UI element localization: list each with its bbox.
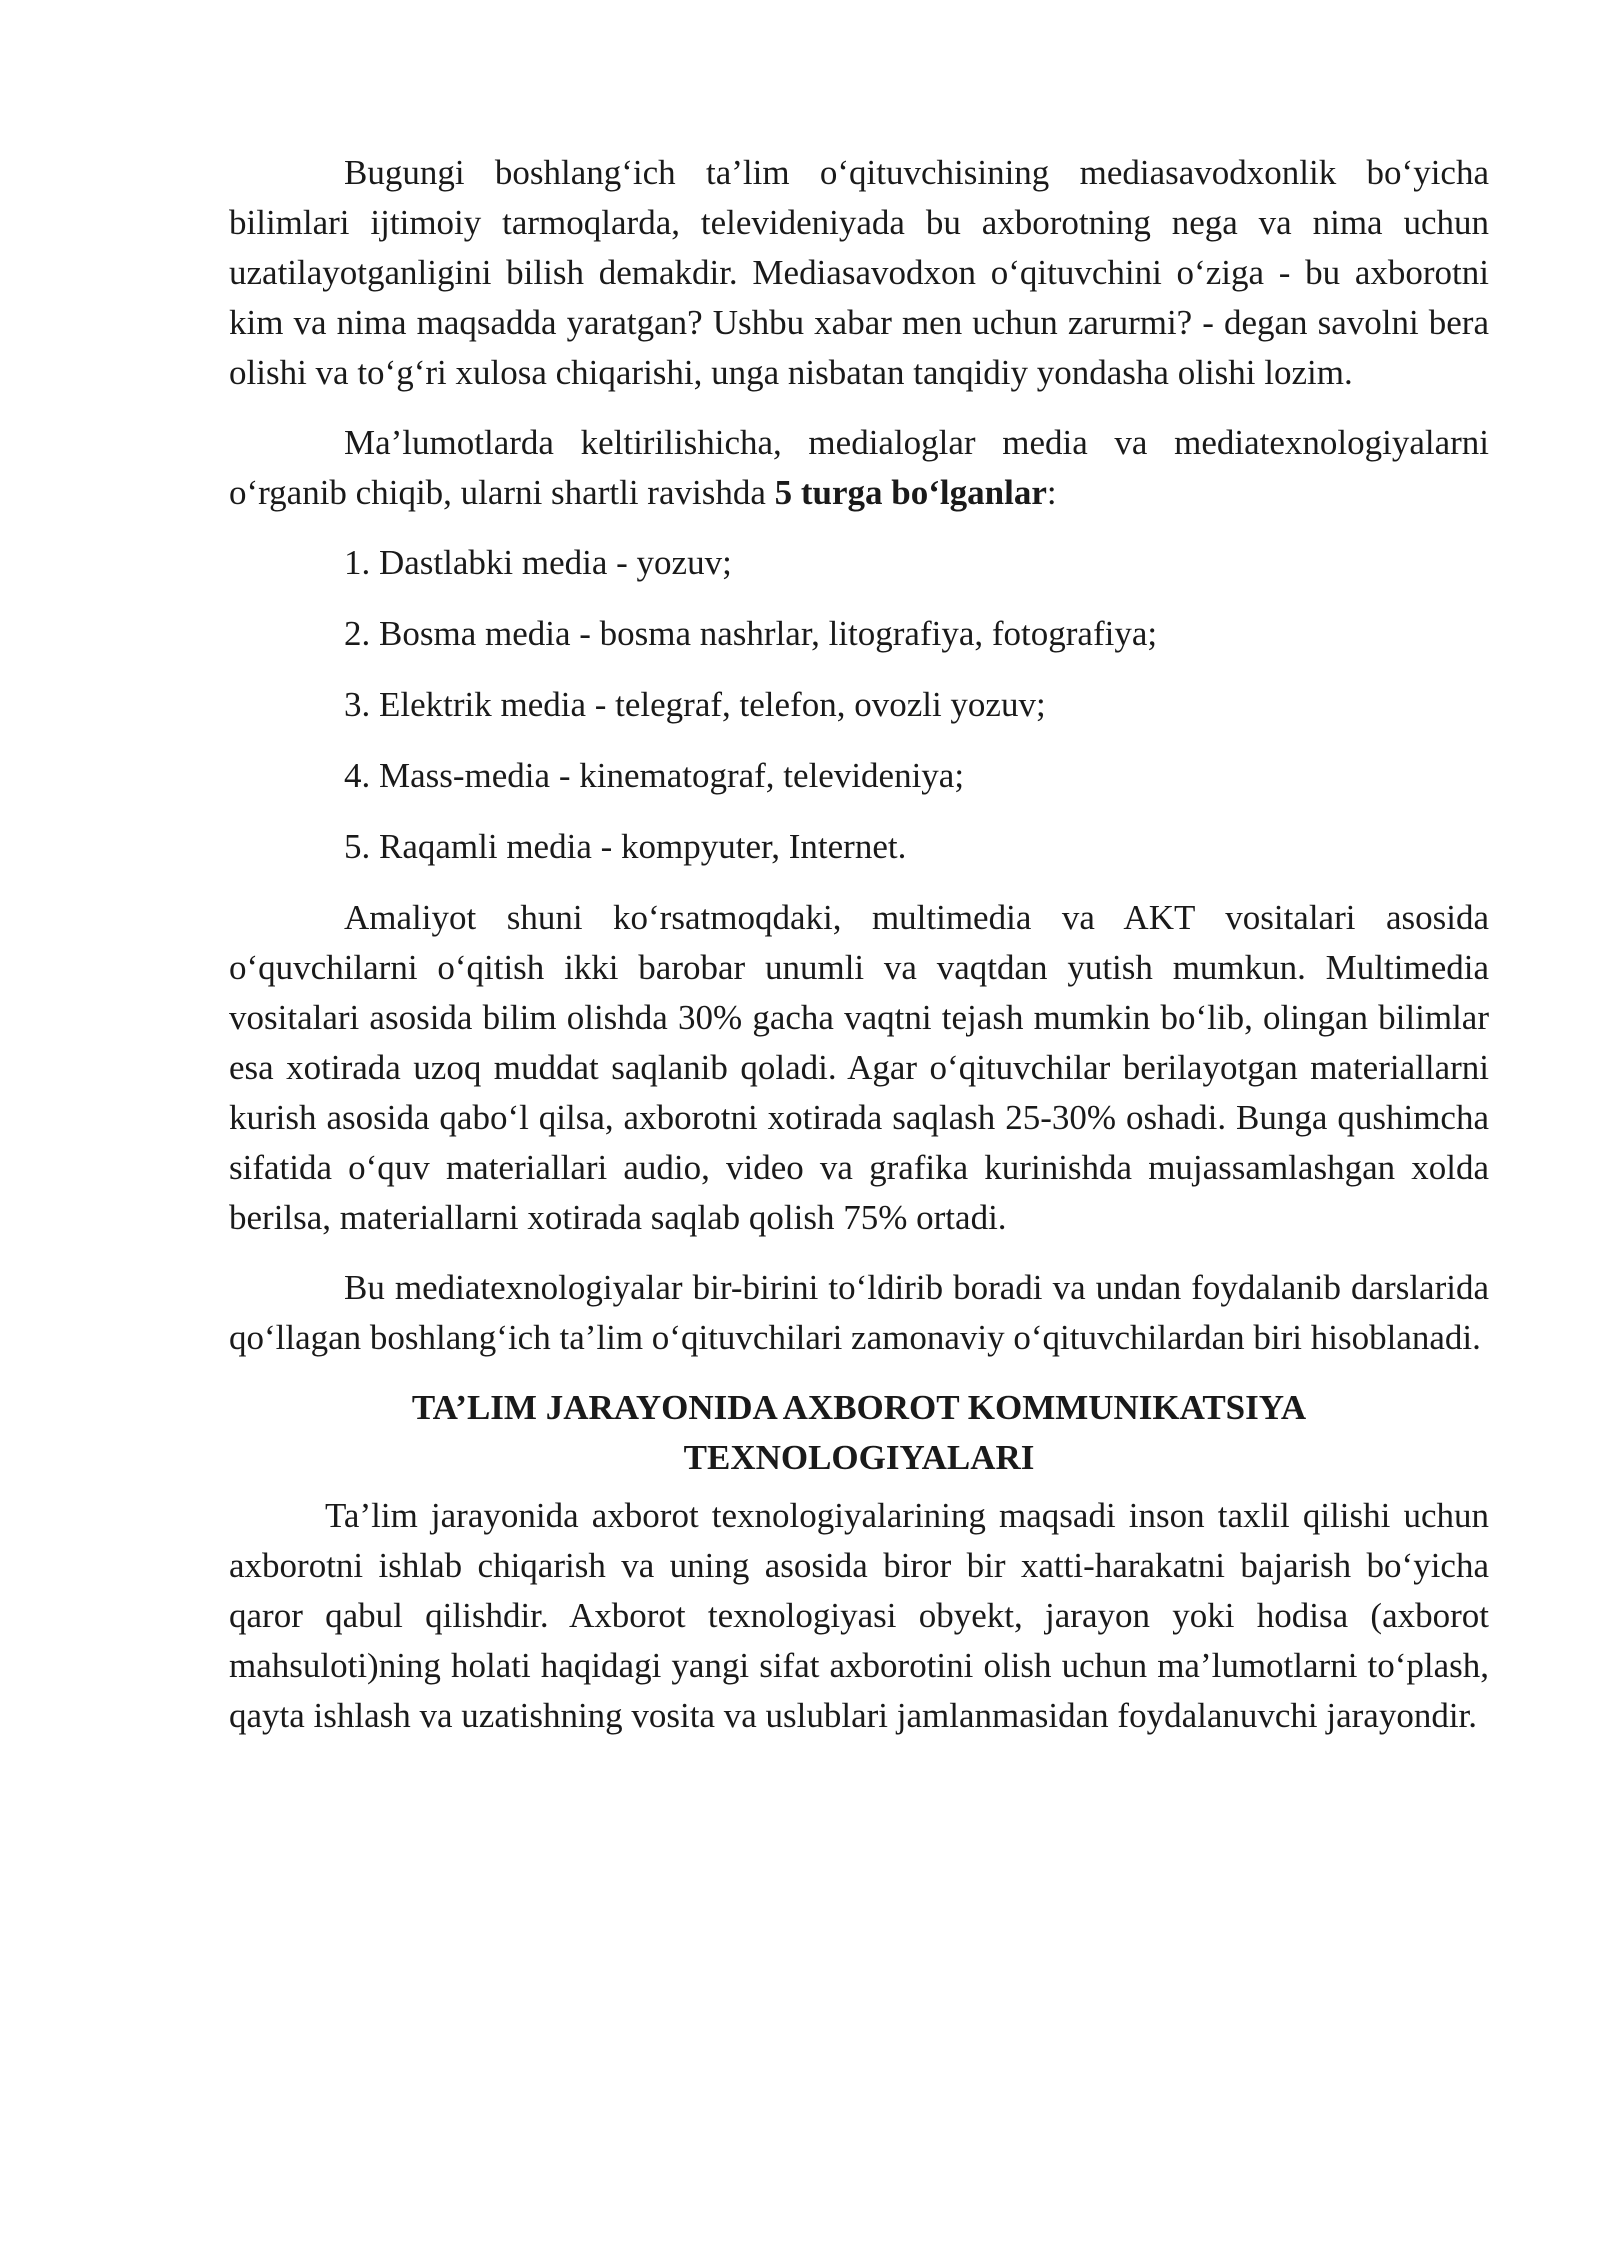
document-body bbox=[229, 148, 1489, 1761]
intro-text: Ma’lumotlarda keltirilishicha, medialoglar media va mediatexnologiyalarni o‘rganib chiqib, ularni shartli ravishda bbox=[229, 423, 1489, 512]
paragraph-media-types-intro bbox=[229, 418, 1489, 518]
section-heading bbox=[229, 1383, 1489, 1483]
list-item: 4. Mass-media - kinematograf, televideniya; bbox=[344, 756, 965, 795]
section-heading-line-2: TEXNOLOGIYALARI bbox=[683, 1438, 1035, 1477]
media-types-list bbox=[229, 538, 1489, 872]
paragraph-axborot-texnologiyalari: Ta’lim jarayonida axborot texnologiyalarining maqsadi inson taxlil qilishi uchun axborotni ishlab chiqarish va uning asosida biror bir xatti-harakatni bajarish bo‘yicha qaror qabul qilishdir. Axborot texnologiyasi obyekt, jarayon yoki hodisa (axborot mahsuloti)ning holati haqidagi yangi sifat axborotini olish uchun ma’lumotlarni to‘plash, qayta ishlash va uzatishning vosita va uslublari jamlanmasidan foydalanuvchi jarayondir. bbox=[229, 1496, 1489, 1735]
paragraph-mediasavodxonlik: Bugungi boshlang‘ich ta’lim o‘qituvchisining mediasavodxonlik bo‘yicha bilimlari ijtimoiy tarmoqlarda, televideniyada bu axborotning nega va nima uchun uzatilayotganligini bilish demakdir. Mediasavodxon o‘qituvchini o‘ziga - bu axborotni kim va nima maqsadda yaratgan? Ushbu xabar men uchun zarurmi? - degan savolni bera olishi va to‘g‘ri xulosa chiqarishi, unga nisbatan tanqidiy yondasha olishi lozim. bbox=[229, 153, 1489, 392]
intro-colon: : bbox=[1046, 473, 1057, 512]
list-item: 3. Elektrik media - telegraf, telefon, ovozli yozuv; bbox=[344, 685, 1046, 724]
paragraph-amaliyot: Amaliyot shuni ko‘rsatmoqdaki, multimedia va AKT vositalari asosida o‘quvchilarni o‘qitish ikki barobar unumli va vaqtdan yutish mumkun. Multimedia vositalari asosida bilim olishda 30% gacha vaqtni tejash mumkin bo‘lib, olingan bilimlar esa xotirada uzoq muddat saqlanib qoladi. Agar o‘qituvchilar berilayotgan materiallarni kurish asosida qabo‘l qilsa, axborotni xotirada saqlash 25-30% oshadi. Bunga qushimcha sifatida o‘quv materiallari audio, video va grafika kurinishda mujassamlashgan xolda berilsa, materiallarni xotirada saqlab qolish 75% ortadi. bbox=[229, 898, 1489, 1237]
list-item: 2. Bosma media - bosma nashrlar, litografiya, fotografiya; bbox=[344, 614, 1158, 653]
paragraph-mediatexnologiyalar: Bu mediatexnologiyalar bir-birini to‘ldirib boradi va undan foydalanib darslarida qo‘llagan boshlang‘ich ta’lim o‘qituvchilari zamonaviy o‘qituvchilardan biri hisoblanadi. bbox=[229, 1268, 1489, 1357]
list-item: 1. Dastlabki media - yozuv; bbox=[344, 543, 732, 582]
list-item: 5. Raqamli media - kompyuter, Internet. bbox=[344, 827, 907, 866]
section-heading-line-1: TA’LIM JARAYONIDA AXBOROT KOMMUNIKATSIYA bbox=[411, 1388, 1307, 1427]
intro-bold-text: 5 turga bo‘lganlar bbox=[774, 473, 1047, 512]
